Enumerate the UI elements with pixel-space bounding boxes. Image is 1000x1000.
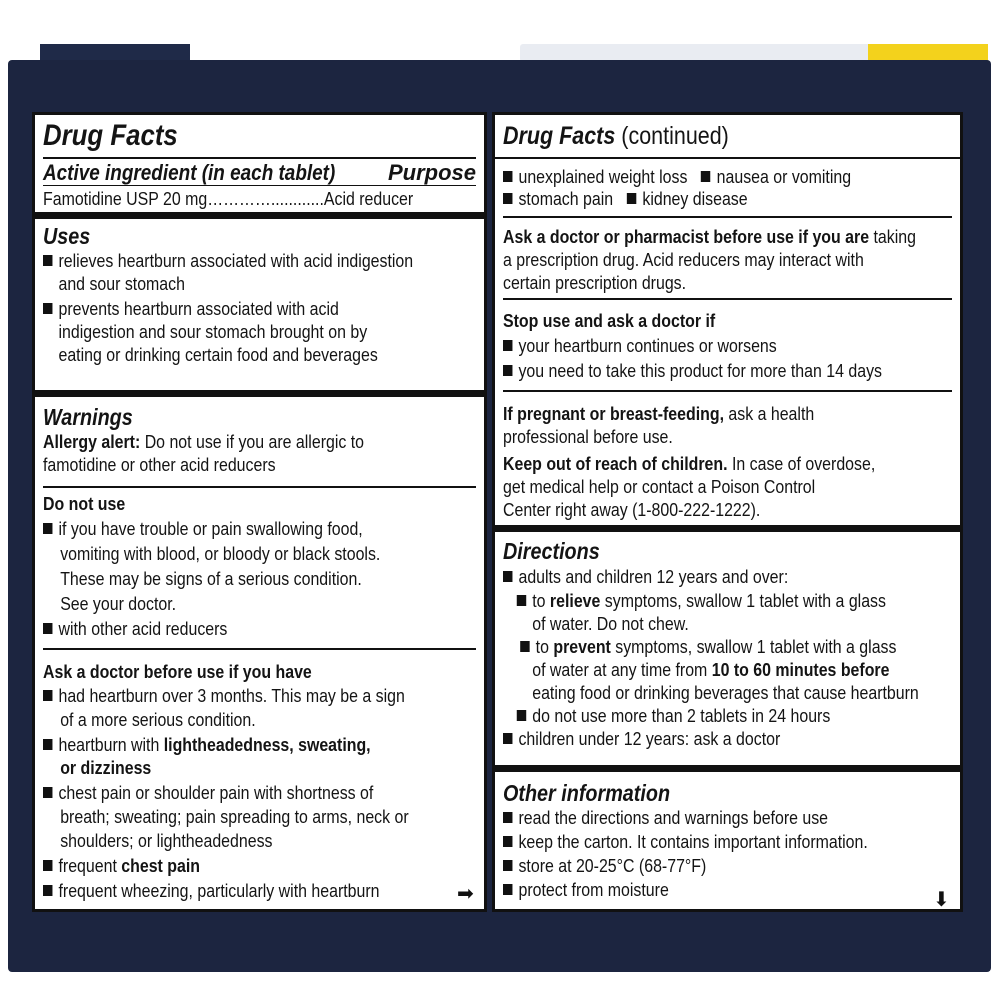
pregnancy-text: ask a health xyxy=(723,403,815,424)
ask-doctor-item xyxy=(43,733,415,756)
ask-doctor-item-cont: of a more serious condition. xyxy=(60,709,256,730)
subsection-rule xyxy=(43,486,476,488)
other-information-item: read the directions and warnings before use xyxy=(503,806,889,829)
drug-facts-panel-left xyxy=(32,112,487,912)
warnings-heading: Warnings xyxy=(43,404,133,430)
ask-doctor-item: chest pain or shoulder pain with shortness of xyxy=(43,781,415,804)
use-item-cont: and sour stomach xyxy=(58,273,185,294)
ask-pharmacist-bold: Ask a doctor or pharmacist before use if you are xyxy=(503,226,870,247)
continued-item: unexplained weight loss xyxy=(503,166,687,187)
ingredient-leader: …………............ xyxy=(207,188,324,209)
section-divider xyxy=(35,390,484,397)
keep-out-bold: Keep out of reach of children. xyxy=(503,453,728,474)
active-ingredient-row xyxy=(43,161,476,185)
other-information-item: protect from moisture xyxy=(503,878,889,901)
allergy-alert-cont: famotidine or other acid reducers xyxy=(43,454,276,475)
do-not-use-heading: Do not use xyxy=(43,493,126,514)
other-information-item: store at 20-25°C (68-77°F) xyxy=(503,854,889,877)
drug-facts-continued-title xyxy=(503,121,889,151)
direction-subitem xyxy=(503,635,897,658)
drug-facts-panel-right xyxy=(492,112,963,912)
subsection-rule xyxy=(43,648,476,650)
keep-out-line: Center right away (1-800-222-1222). xyxy=(503,499,761,520)
direction-subitem-cont xyxy=(503,658,889,681)
use-item: prevents heartburn associated with acid xyxy=(43,297,415,320)
keep-out-text: In case of overdose, xyxy=(727,453,876,474)
ask-pharmacist-line: certain prescription drugs. xyxy=(503,272,687,293)
continued-title-plain: (continued) xyxy=(615,122,729,150)
ingredient-row xyxy=(43,187,415,210)
direction-subitem xyxy=(503,589,889,612)
direction-text: to xyxy=(535,636,554,657)
continue-right-arrow-icon: ➡ xyxy=(457,883,474,905)
continued-row xyxy=(503,187,889,210)
ask-doctor-bold: lightheadedness, sweating, xyxy=(163,734,371,755)
do-not-use-item-cont: See your doctor. xyxy=(60,593,177,614)
direction-subitem: do not use more than 2 tablets in 24 hours xyxy=(503,704,889,727)
do-not-use-item-cont: These may be signs of a serious condition. xyxy=(60,568,362,589)
ask-doctor-heading: Ask a doctor before use if you have xyxy=(43,661,312,682)
directions-heading: Directions xyxy=(503,538,600,564)
uses-heading: Uses xyxy=(43,223,91,249)
direction-text: symptoms, swallow 1 tablet with a glass xyxy=(610,636,897,657)
do-not-use-item: if you have trouble or pain swallowing food, xyxy=(43,517,415,540)
ask-doctor-item-cont: shoulders; or lightheadedness xyxy=(60,830,273,851)
active-ingredient-heading: Active ingredient (in each tablet) xyxy=(43,160,336,185)
ingredient-rule xyxy=(43,185,476,186)
ask-doctor-item-cont: or dizziness xyxy=(60,757,152,778)
pregnancy-bold: If pregnant or breast-feeding, xyxy=(503,403,724,424)
title-rule xyxy=(43,157,476,159)
carton-back-panel xyxy=(8,60,991,972)
stop-use-item: you need to take this product for more than 14 days xyxy=(503,359,889,382)
other-information-item: keep the carton. It contains important information. xyxy=(503,830,889,853)
subsection-rule xyxy=(503,298,952,300)
direction-text: of water at any time from xyxy=(532,659,712,680)
continued-title-bold: Drug Facts xyxy=(503,122,616,150)
direction-bold: prevent xyxy=(553,636,611,657)
purpose-heading: Purpose xyxy=(387,160,476,185)
title-rule xyxy=(495,157,960,159)
other-information-heading: Other information xyxy=(503,780,671,806)
keep-out-line xyxy=(503,452,889,475)
ask-doctor-item-cont: breath; sweating; pain spreading to arms, neck or xyxy=(60,806,409,827)
direction-text: to xyxy=(532,590,550,611)
continue-down-arrow-icon: ⬇ xyxy=(933,889,950,911)
continued-item: stomach pain xyxy=(503,188,613,209)
ask-pharmacist-line: a prescription drug. Acid reducers may interact with xyxy=(503,249,864,270)
ask-pharmacist-text: taking xyxy=(869,226,916,247)
stop-use-heading: Stop use and ask a doctor if xyxy=(503,310,716,331)
stop-use-item: your heartburn continues or worsens xyxy=(503,334,889,357)
section-divider xyxy=(495,765,960,772)
allergy-alert-text: Do not use if you are allergic to xyxy=(140,431,365,452)
direction-item: children under 12 years: ask a doctor xyxy=(503,727,889,750)
ask-doctor-item: frequent wheezing, particularly with heartburn xyxy=(43,879,415,902)
use-item-cont: eating or drinking certain food and beverages xyxy=(58,344,378,365)
subsection-rule xyxy=(503,390,952,392)
direction-subitem-cont: eating food or drinking beverages that cause heartburn xyxy=(532,682,919,703)
continued-row xyxy=(503,165,889,188)
use-item-cont: indigestion and sour stomach brought on by xyxy=(58,321,368,342)
ask-doctor-text: frequent xyxy=(58,855,122,876)
ingredient-name: Famotidine USP 20 mg xyxy=(43,188,208,209)
ask-doctor-text: heartburn with xyxy=(58,734,164,755)
section-divider xyxy=(35,212,484,219)
section-divider xyxy=(495,525,960,532)
direction-item: adults and children 12 years and over: xyxy=(503,565,889,588)
ask-doctor-item: had heartburn over 3 months. This may be a sign xyxy=(43,684,415,707)
use-item: relieves heartburn associated with acid indigestion xyxy=(43,249,415,272)
drug-facts-title: Drug Facts xyxy=(43,119,178,152)
continued-item: nausea or vomiting xyxy=(687,166,851,187)
keep-out-line: get medical help or contact a Poison Control xyxy=(503,476,816,497)
pregnancy-line: professional before use. xyxy=(503,426,673,447)
direction-bold: relieve xyxy=(549,590,601,611)
allergy-alert-label: Allergy alert: xyxy=(43,431,141,452)
ingredient-purpose: Acid reducer xyxy=(323,188,414,209)
allergy-alert xyxy=(43,430,415,453)
subsection-rule xyxy=(503,216,952,218)
direction-text: symptoms, swallow 1 tablet with a glass xyxy=(600,590,886,611)
ask-doctor-item xyxy=(43,854,415,877)
do-not-use-item-cont: vomiting with blood, or bloody or black stools. xyxy=(60,543,381,564)
ask-doctor-bold: chest pain xyxy=(121,855,200,876)
direction-bold: 10 to 60 minutes before xyxy=(711,659,890,680)
ask-pharmacist-line xyxy=(503,225,916,248)
pregnancy-line xyxy=(503,402,889,425)
do-not-use-item: with other acid reducers xyxy=(43,617,415,640)
direction-subitem-cont: of water. Do not chew. xyxy=(532,613,689,634)
continued-item: kidney disease xyxy=(613,188,747,209)
